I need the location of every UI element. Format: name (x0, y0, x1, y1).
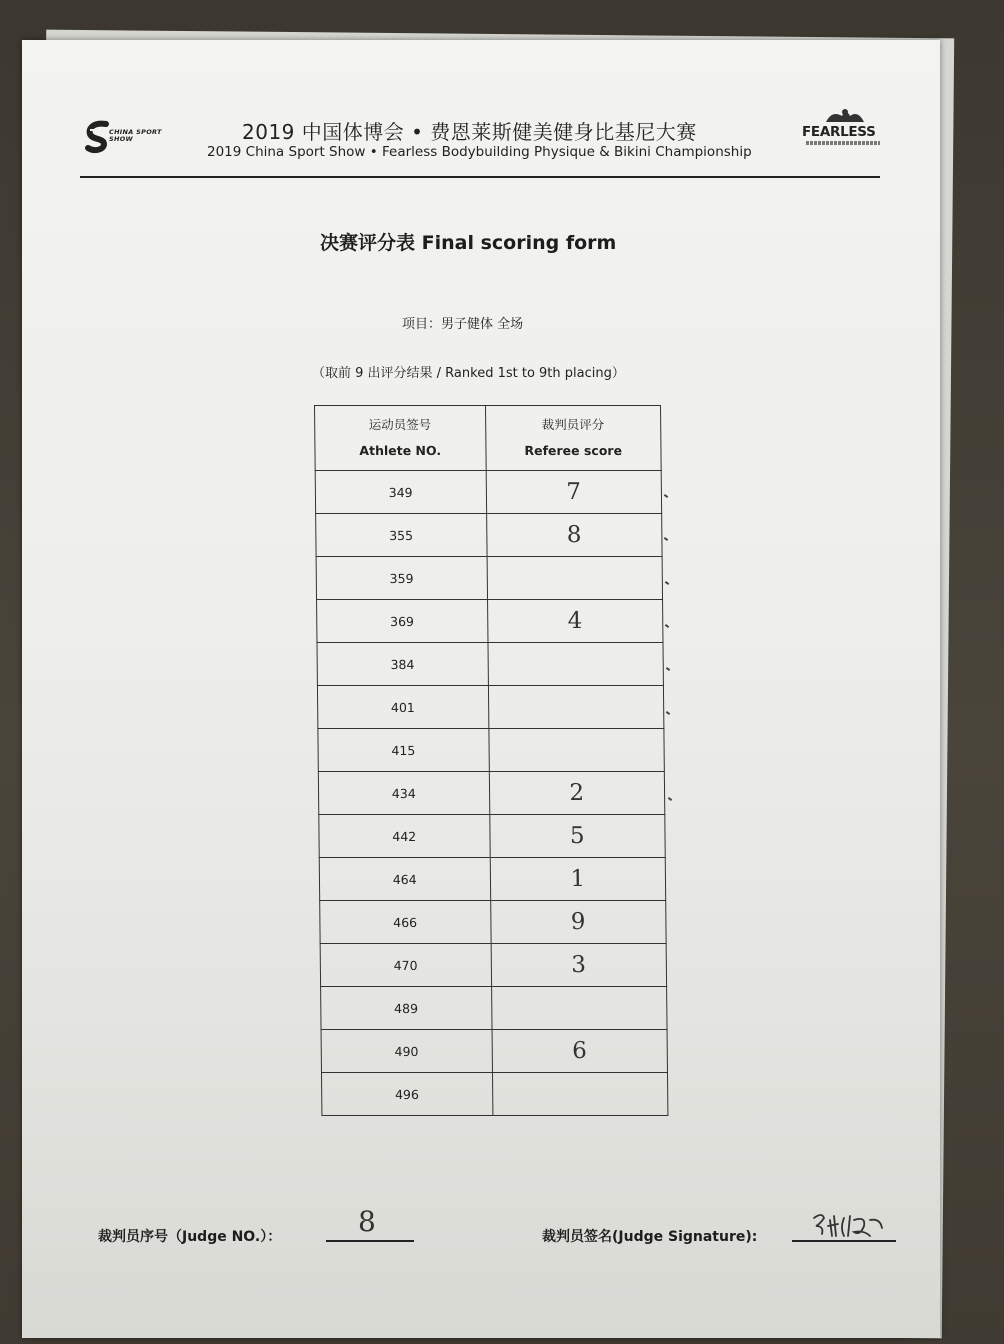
athlete-number: 355 (316, 514, 487, 557)
fearless-logo (798, 106, 888, 156)
handwritten-score: 6 (492, 1030, 668, 1073)
table-row (319, 815, 665, 858)
handwritten-score (487, 643, 663, 686)
pencil-tick-mark (666, 667, 670, 671)
judge-number-label: 裁判员序号（Judge NO.）： (98, 1229, 282, 1245)
athlete-number: 349 (315, 471, 486, 514)
header-title-english: 2019 China Sport Show • Fearless Bodybuilding Physique & Bikini Championship (207, 144, 752, 160)
athlete-number: 490 (321, 1030, 492, 1073)
table-row (318, 772, 664, 815)
table-row (315, 471, 661, 514)
score-header-zh: 裁判员评分 (541, 417, 605, 432)
handwritten-score: 9 (490, 901, 666, 944)
athlete-number: 466 (320, 901, 491, 944)
logo-left-text: CHINA SPORT SHOW (109, 128, 162, 143)
judge-number-underline (326, 1240, 414, 1242)
table-row (317, 600, 663, 643)
handwritten-score: 7 (486, 471, 662, 514)
handwritten-score (492, 1073, 668, 1116)
table-row (316, 557, 662, 600)
header-divider (80, 176, 880, 178)
ss-monogram-icon (84, 120, 112, 156)
table-row (321, 1073, 667, 1116)
score-table (314, 405, 668, 1116)
handwritten-score (488, 729, 664, 772)
handwritten-score (487, 557, 663, 600)
handwritten-score: 1 (490, 858, 666, 901)
table-row (321, 1030, 667, 1073)
scoring-sheet (22, 40, 940, 1338)
ranking-note: （取前 9 出评分结果 / Ranked 1st to 9th placing） (312, 366, 625, 381)
athlete-number: 496 (321, 1073, 492, 1116)
judge-signature-underline (792, 1240, 896, 1242)
handwritten-score: 5 (489, 815, 665, 858)
judge-signature-label: 裁判员签名(Judge Signature): (542, 1229, 758, 1245)
athlete-header-zh: 运动员签号 (368, 417, 432, 432)
flexing-figure-icon (798, 106, 888, 126)
china-sport-show-logo (84, 120, 184, 158)
handwritten-score: 4 (487, 600, 663, 643)
pencil-tick-mark (668, 797, 672, 801)
table-row (317, 686, 663, 729)
event-project: 项目：男子健体 全场 (402, 317, 524, 332)
score-header-en: Referee score (524, 443, 623, 458)
logo-subtitle-strip (806, 141, 880, 145)
handwritten-score: 8 (486, 514, 662, 557)
handwritten-score: 2 (489, 772, 665, 815)
table-row (317, 643, 663, 686)
handwritten-signature (810, 1210, 890, 1240)
handwritten-score (488, 686, 664, 729)
pencil-tick-mark (665, 624, 669, 628)
form-title: 决赛评分表 Final scoring form (320, 232, 617, 254)
athlete-number: 434 (318, 772, 489, 815)
athlete-number: 489 (321, 987, 492, 1030)
athlete-number-header (315, 406, 486, 471)
athlete-number: 415 (318, 729, 489, 772)
athlete-number: 401 (317, 686, 488, 729)
athlete-number: 464 (319, 858, 490, 901)
athlete-number: 384 (317, 643, 488, 686)
pencil-tick-mark (665, 581, 669, 585)
athlete-header-en: Athlete NO. (359, 443, 442, 458)
handwritten-score: 3 (491, 944, 667, 987)
athlete-number: 359 (316, 557, 487, 600)
table-row (320, 901, 666, 944)
table-header-row (315, 406, 662, 471)
table-row (321, 987, 667, 1030)
judge-number-value: 8 (358, 1205, 376, 1238)
header-title-chinese: 2019 中国体博会 • 费恩莱斯健美健身比基尼大赛 (242, 120, 697, 144)
table-row (316, 514, 662, 557)
referee-score-header (485, 406, 661, 471)
pencil-tick-mark (664, 494, 668, 498)
athlete-number: 470 (320, 944, 491, 987)
table-row (319, 858, 665, 901)
athlete-number: 369 (317, 600, 488, 643)
pencil-tick-mark (666, 711, 670, 715)
pencil-tick-mark (664, 537, 668, 541)
logo-right-text: FEARLESS (802, 124, 876, 140)
athlete-number: 442 (319, 815, 490, 858)
table-row (318, 729, 664, 772)
table-row (320, 944, 666, 987)
handwritten-score (491, 987, 667, 1030)
